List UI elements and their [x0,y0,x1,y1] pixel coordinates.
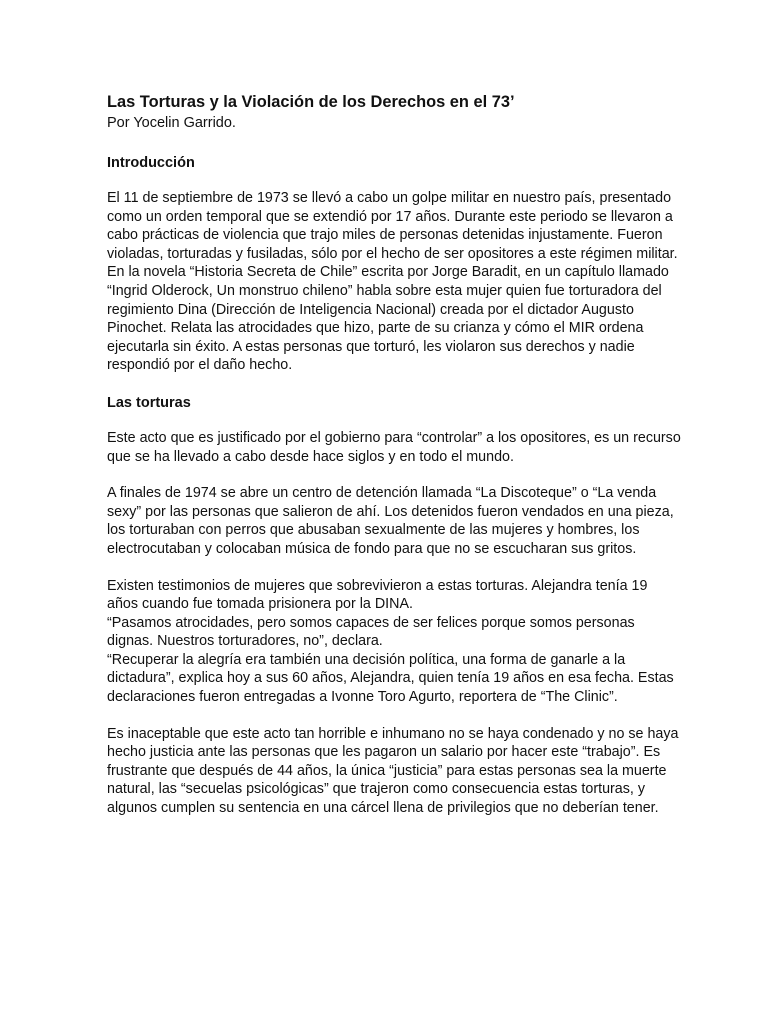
text-line: respondió por el daño hecho. [107,357,293,374]
section-heading: Introducción [107,155,195,171]
text-line: que se ha llevado a cabo desde hace siglos y en todo el mundo. [107,448,514,465]
text-line: Existen testimonios de mujeres que sobrevivieron a estas torturas. Alejandra tenía 19 [107,577,648,594]
paragraph [107,484,674,558]
text-line: años cuando fue tomada prisionera por la DINA. [107,596,413,613]
quote-line: “Recuperar la alegría era también una decisión política, una forma de ganarle a la [107,651,626,668]
document-body [107,92,681,818]
text-line: cabo prácticas de violencia que trajo miles de personas detenidas injustamente. Fueron [107,227,663,244]
text-line: Este acto que es justificado por el gobierno para “controlar” a los opositores, es un recurso [107,429,681,446]
section-heading: Las torturas [107,394,191,411]
text-line: En la novela “Historia Secreta de Chile” escrita por Jorge Baradit, en un capítulo llamado [107,264,669,281]
text-line: “Ingrid Olderock, Un monstruo chileno” habla sobre esta mujer quien fue torturadora del [107,282,662,299]
author-line: Por Yocelin Garrido. [107,115,236,131]
text-line: regimiento Dina (Dirección de Inteligencia Nacional) creada por el dictador Augusto [107,301,634,318]
paragraph [107,189,678,375]
paragraph [107,725,679,818]
text-line: A finales de 1974 se abre un centro de detención llamada “La Discoteque” o “La venda [107,485,657,502]
text-line: algunos cumplen su sentencia en una cárcel llena de privilegios que no deberían tener. [107,800,659,817]
text-line: Pinochet. Relata las atrocidades que hizo, parte de su crianza y cómo el MIR ordena [107,320,644,337]
quote-line: “Pasamos atrocidades, pero somos capaces de ser felices porque somos personas [107,614,635,631]
text-line: El 11 de septiembre de 1973 se llevó a cabo un golpe militar en nuestro país, presentado [107,190,672,206]
text-line: declaraciones fueron entregadas a Ivonne Toro Agurto, reportera de “The Clinic”. [107,689,618,706]
text-line: frustrante que después de 44 años, la única “justicia” para estas personas sea la muerte [107,762,667,779]
section-las-torturas [107,393,681,818]
text-line: sexy” por las personas que salieron de ahí. Los detenidos fueron vendados en una pieza, [107,503,674,520]
text-line: natural, las “secuelas psicológicas” que trajeron como consecuencia estas torturas, y [107,781,645,798]
text-line: electrocutaban y colocaban música de fondo para que no se escucharan sus gritos. [107,540,637,557]
text-line: como un orden temporal que se extendió por 17 años. Durante este periodo se llevaron a [107,208,673,225]
text-line: hecho justicia ante las personas que les pagaron un salario por hacer este “trabajo”. Es [107,744,661,761]
text-line: dictadura”, explica hoy a sus 60 años, Alejandra, quien tenía 19 años en esa fecha. Estas [107,670,674,687]
quote-line: dignas. Nuestros torturadores, no”, declara. [107,633,383,650]
page-title: Las Torturas y la Violación de los Derechos en el 73’ [107,93,515,111]
section-introduccion [107,153,678,375]
text-line: ejecutarla sin éxito. A estas personas que torturó, les violaron sus derechos y nadie [107,338,635,355]
text-line: los torturaban con perros que abusaban sexualmente de las mujeres y hombres, los [107,522,640,539]
paragraph [107,429,681,466]
text-line: Es inaceptable que este acto tan horrible e inhumano no se haya condenado y no se haya [107,725,679,742]
paragraph [107,577,674,707]
text-line: violadas, torturadas y fusiladas, sólo por el hecho de ser opositores a este régimen militar. [107,245,678,262]
